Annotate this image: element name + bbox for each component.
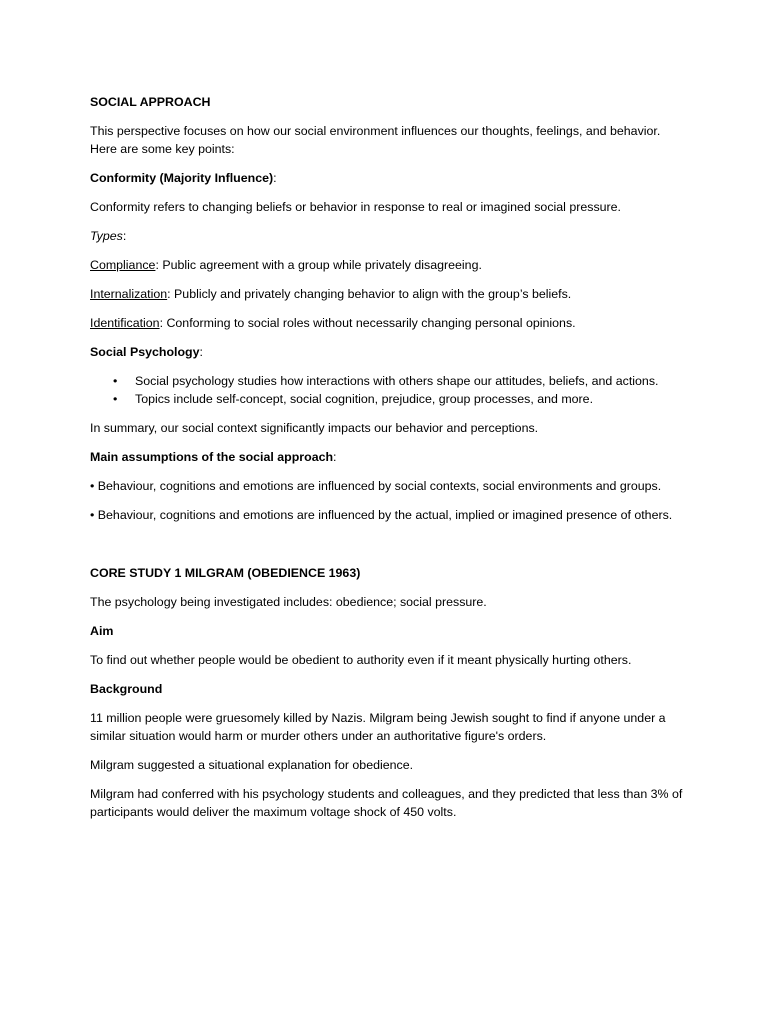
colon: :: [273, 171, 277, 185]
aim-paragraph: To find out whether people would be obedient to authority even if it meant physically hurting others.: [90, 653, 632, 667]
list-item: [90, 372, 690, 390]
bullet-glyph: •: [113, 374, 118, 388]
section-spacer: [90, 535, 690, 564]
assumption-item: • Behaviour, cognitions and emotions are influenced by social contexts, social environments and groups.: [90, 479, 662, 493]
conformity-heading-line: [90, 169, 690, 187]
colon: :: [333, 450, 337, 464]
psychology-investigated: The psychology being investigated includes: obedience; social pressure.: [90, 595, 487, 609]
summary-paragraph: In summary, our social context significantly impacts our behavior and perceptions.: [90, 421, 539, 435]
social-approach-heading: SOCIAL APPROACH: [90, 95, 211, 109]
assumptions-heading: Main assumptions of the social approach: [90, 450, 334, 464]
social-psychology-heading: Social Psychology: [90, 345, 200, 359]
type-description: : Public agreement with a group while privately disagreeing.: [155, 258, 482, 272]
conformity-definition: Conformity refers to changing beliefs or behavior in response to real or imagined social pressure.: [90, 200, 622, 214]
type-term: Identification: [90, 316, 160, 330]
document-page: [90, 93, 690, 832]
list-item-text: Topics include self-concept, social cognition, prejudice, group processes, and more.: [135, 392, 594, 406]
list-item: [90, 390, 690, 408]
background-paragraph: Milgram suggested a situational explanation for obedience.: [90, 758, 414, 772]
social-psychology-bullet-list: [90, 372, 690, 408]
list-item-text: Social psychology studies how interactions with others shape our attitudes, beliefs, and actions.: [135, 374, 659, 388]
conformity-heading: Conformity (Majority Influence): [90, 171, 274, 185]
core-study-heading: CORE STUDY 1 MILGRAM (OBEDIENCE 1963): [90, 566, 361, 580]
background-paragraph: Milgram had conferred with his psychology students and colleagues, and they predicted that less than 3% of participants would deliver the maximum voltage shock of 450 volts.: [90, 787, 683, 819]
type-identification: [90, 314, 690, 332]
background-paragraph: 11 million people were gruesomely killed by Nazis. Milgram being Jewish sought to find if anyone under a similar situation would harm or murder others under an authoritative figure's orders.: [90, 711, 666, 743]
intro-paragraph: This perspective focuses on how our social environment influences our thoughts, feelings, and behavior. Here are some key points:: [90, 124, 661, 156]
type-description: : Publicly and privately changing behavior to align with the group’s beliefs.: [167, 287, 572, 301]
background-heading: Background: [90, 682, 163, 696]
assumptions-heading-line: [90, 448, 690, 466]
types-label-line: [90, 227, 690, 245]
bullet-glyph: •: [113, 392, 118, 406]
type-term: Compliance: [90, 258, 156, 272]
assumption-item: • Behaviour, cognitions and emotions are influenced by the actual, implied or imagined presence of others.: [90, 508, 673, 522]
type-term: Internalization: [90, 287, 168, 301]
social-psychology-heading-line: [90, 343, 690, 361]
types-label: Types: [90, 229, 123, 243]
aim-heading: Aim: [90, 624, 114, 638]
type-description: : Conforming to social roles without necessarily changing personal opinions.: [159, 316, 576, 330]
colon: :: [199, 345, 203, 359]
colon: :: [122, 229, 127, 243]
type-internalization: [90, 285, 690, 303]
type-compliance: [90, 256, 690, 274]
